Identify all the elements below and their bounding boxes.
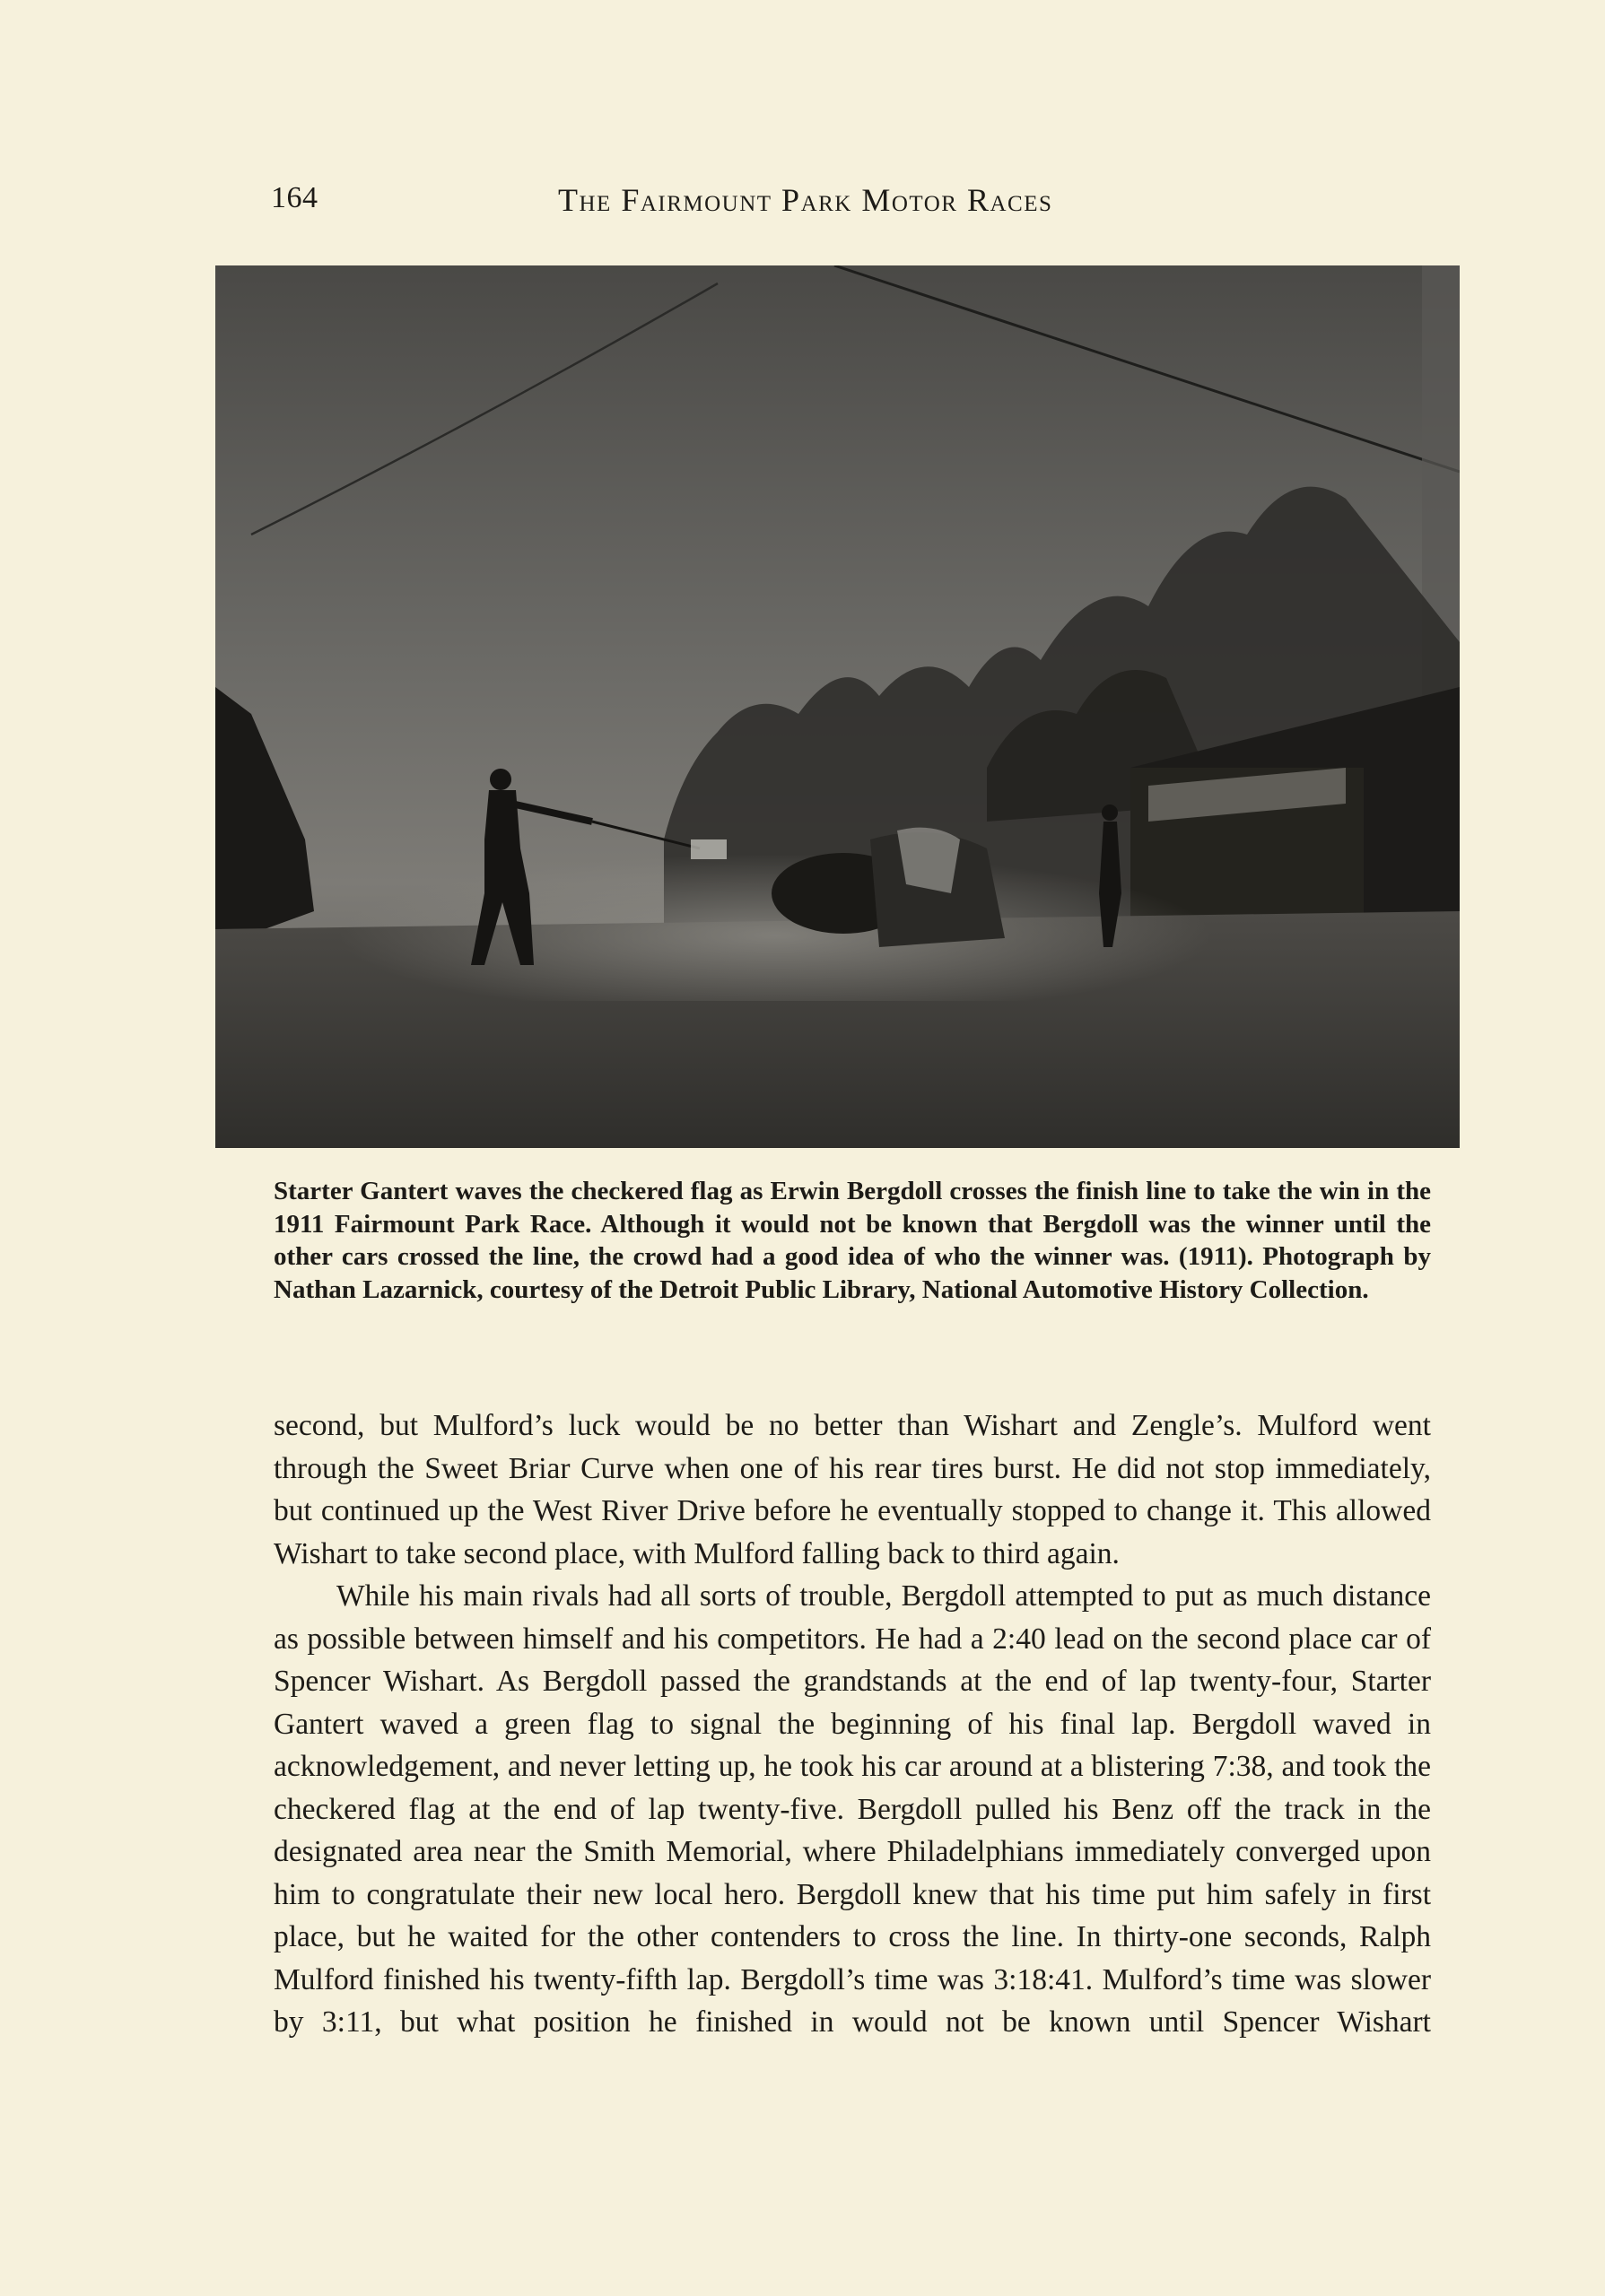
chapter-title: The Fairmount Park Motor Races bbox=[558, 182, 1053, 218]
paragraph-2: While his main rivals had all sorts of trouble, Bergdoll attempted to put as much distance as possible between himself and his competitors. He had a 2:40 lead on the second place car of Spencer Wishart. As Bergdoll passed the grandstands at the end of lap twenty-four, Starter Gantert waved a green flag to signal the beginning of his final lap. Bergdoll waved in acknowledgement, and never letting up, he took his car around at a blistering 7:38, and took the checkered flag at the end of lap twenty-five. Bergdoll pulled his Benz off the track in the designated area near the Smith Memorial, where Philadelphians immediately converged upon him to congratulate their new local hero. Bergdoll knew that his time put him safely in first place, but he waited for the other contenders to cross the line. In thirty-one seconds, Ralph Mulford finished his twenty-fifth lap. Bergdoll’s time was 3:18:41. Mulford’s time was slower by 3:11, but what position he finished in would not be known until Spencer Wishart bbox=[274, 1579, 1431, 2039]
body-text bbox=[274, 1405, 1431, 2044]
paragraph-1: second, but Mulford’s luck would be no better than Wishart and Zengle’s. Mulford went through the Sweet Briar Curve when one of his rear tires burst. He did not stop immediately, but continued up the West River Drive before he eventually stopped to change it. This allowed Wishart to take second place, with Mulford falling back to third again. bbox=[274, 1409, 1431, 1570]
race-photograph bbox=[215, 265, 1460, 1148]
figure-caption: Starter Gantert waves the checkered flag as Erwin Bergdoll crosses the finish line to take the win in the 1911 Fairmount Park Race. Although it would not be known that Bergdoll was the winner until the other cars crossed the line, the crowd had a good idea of who the winner was. (1911). Photograph by Nathan Lazarnick, courtesy of the Detroit Public Library, National Automotive History Collection. bbox=[274, 1177, 1431, 1304]
photo-illustration bbox=[215, 265, 1460, 1148]
page-number: 164 bbox=[271, 181, 318, 214]
running-head bbox=[271, 181, 1460, 226]
